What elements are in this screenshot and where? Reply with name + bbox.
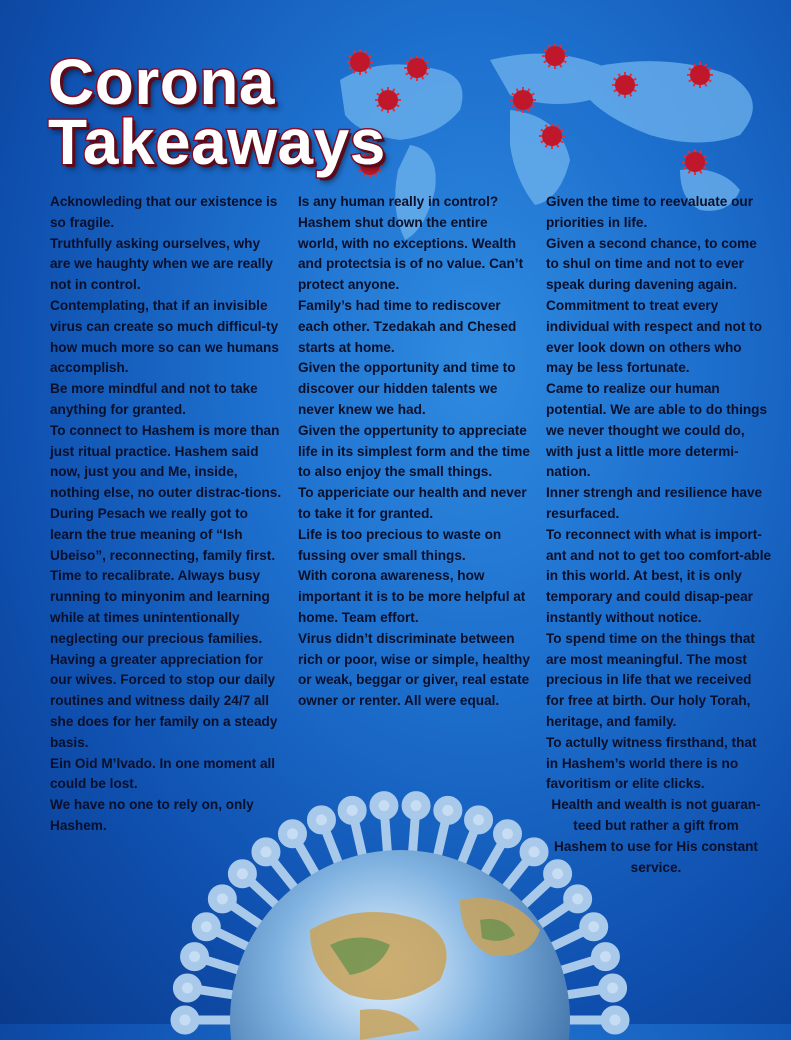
takeaway-item: Virus didn’t discriminate between rich or poor, wise or simple, healthy or weak, beggar or giver, real estate owner or renter. All were equal. [298, 630, 530, 709]
takeaway-item: Given the oppertunity to appreciate life in its simplest form and the time to also enjoy the small things. [298, 422, 530, 480]
takeaway-item: We have no one to rely on, only Hashem. [50, 797, 254, 833]
takeaway-item: Having a greater appreciation for our wives. Forced to stop our daily routines and witness daily 24/7 all she does for her family on a steady basis. [50, 651, 278, 750]
text-column-3-body [546, 192, 772, 795]
takeaway-item: During Pesach we really got to learn the true meaning of “Ish Ubeiso”, reconnecting, family first. [50, 505, 276, 563]
takeaway-item: Acknowleding that our existence is so fragile. [50, 194, 278, 230]
closing-paragraph: Health and wealth is not guaran-teed but rather a gift from Hashem to use for His constant service. [551, 797, 761, 875]
page-title [48, 46, 386, 178]
text-column-3 [546, 192, 772, 878]
takeaway-item: To connect to Hashem is more than just ritual practice. Hashem said now, just you and Me, inside, nothing else, no outer distrac-tions. [50, 422, 282, 501]
takeaway-item: Given the opportunity and time to discover our hidden talents we never knew we had. [298, 360, 516, 417]
takeaway-item: Commitment to treat every individual with respect and not to ever look down on others who may be less fortunate. [546, 297, 762, 376]
takeaway-item: Family’s had time to rediscover each other. Tzedakah and Chesed starts at home. [298, 297, 517, 355]
takeaway-item: Contemplating, that if an invisible virus can create so much difficul-ty how much more so can we humans accomplish. [50, 297, 279, 376]
takeaway-item: Inner strengh and resilience have resurfaced. [546, 485, 763, 521]
takeaway-item: Life is too precious to waste on fussing over small things. [298, 526, 502, 563]
takeaway-item: Truthfully asking ourselves, why are we haughty when we are really not in control. [50, 235, 273, 293]
takeaway-item: Time to recalibrate. Always busy running to minyonim and learning while at times unintentionally neglecting our precious families. [50, 568, 270, 646]
text-column-2 [298, 192, 530, 712]
title-line-1: Corona [48, 46, 275, 118]
takeaway-item: With corona awareness, how important it is to be more helpful at home. Team effort. [298, 568, 526, 625]
takeaway-item: Is any human really in control? Hashem shut down the entire world, with no exceptions. Wealth and protectsia is of no value. Can’t protect anyone. [298, 194, 524, 293]
title-line-2: Takeaways [48, 106, 386, 178]
takeaway-item: To spend time on the things that are most meaningful. The most precious in life that we received for free at birth. Our holy Torah, heritage, and family. [546, 630, 755, 729]
takeaway-item: Given the time to reevaluate our priorities in life. [546, 194, 753, 230]
takeaway-item: Came to realize our human potential. We are able to do things we never thought we could do, with just a little more determi-nation. [546, 381, 768, 480]
takeaway-item: To reconnect with what is import-ant and not to get too comfort-able in this world. At best, it is only temporary and could disap-pear instantly without notice. [546, 526, 772, 625]
takeaway-item: Ein Oid M’lvado. In one moment all could be lost. [50, 755, 276, 792]
takeaway-item: Given a second chance, to come to shul on time and not to ever speak during davening again. [546, 235, 757, 293]
takeaway-item: To actully witness firsthand, that in Hashem’s world there is no favoritism or elite clicks. [546, 734, 757, 792]
text-column-1 [50, 192, 282, 837]
takeaway-item: To appericiate our health and never to take it for granted. [298, 485, 527, 521]
takeaway-item: Be more mindful and not to take anything for granted. [50, 381, 258, 417]
